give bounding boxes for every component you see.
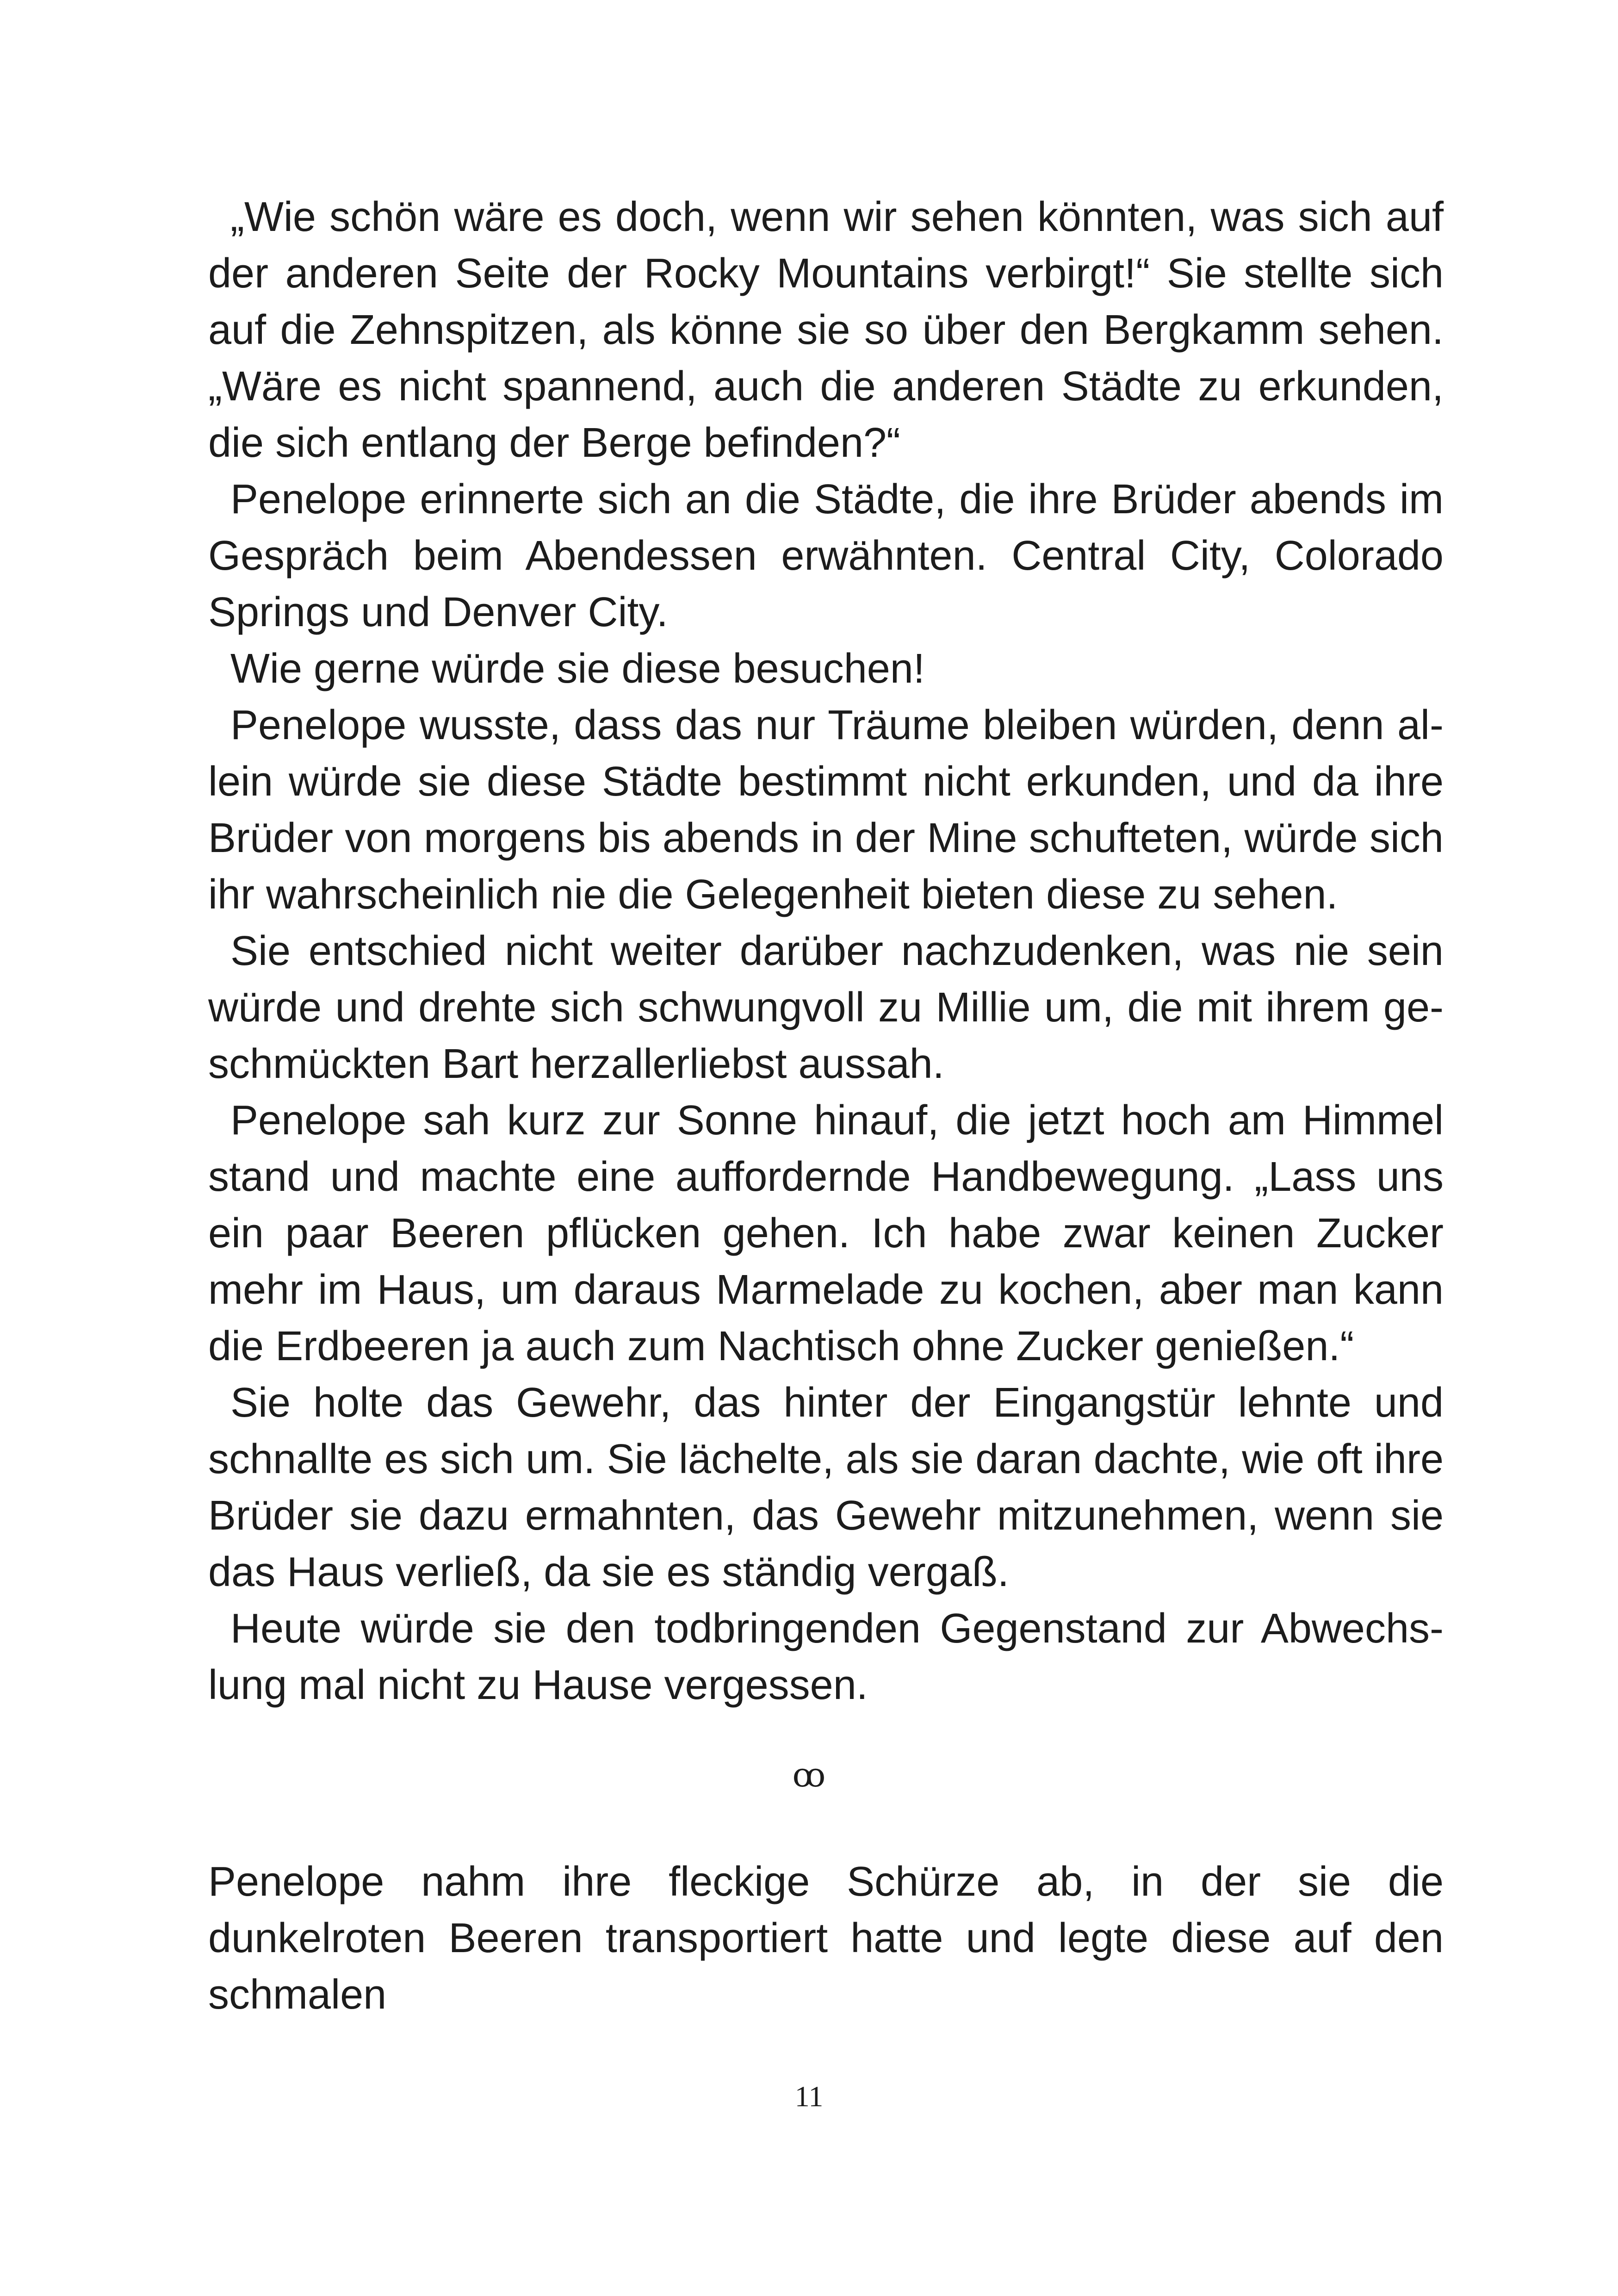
section-separator-ornament: ꝏ: [792, 1755, 826, 1794]
paragraph: Penelope sah kurz zur Sonne hinauf, die jetzt hoch am Himmel stand und machte eine auffordernde Handbewegung. „Lass uns ein paar Beeren pflücken gehen. Ich habe zwar keinen Zucker mehr im Haus, um daraus Marmelade zu kochen, aber man kann die Erdbeeren ja auch zum Nachtisch ohne Zucker genießen.“: [208, 1097, 1444, 1369]
paragraph: Wie gerne würde sie diese besuchen!: [230, 646, 925, 692]
paragraph: Sie entschied nicht weiter darüber nachzudenken, was nie sein würde und drehte sich schwungvoll zu Millie um, die mit ihrem geschmückten Bart herzallerliebst aussah.: [208, 928, 1444, 1087]
paragraph: Penelope wusste, dass das nur Träume bleiben würden, denn allein würde sie diese Städte bestimmt nicht erkunden, und da ihre Brüder von morgens bis abends in der Mine schufteten, würde sich ihr wahrscheinlich nie die Gelegenheit bieten diese zu sehen.: [208, 702, 1444, 918]
page-number: 11: [794, 2080, 824, 2113]
paragraph: Penelope erinnerte sich an die Städte, die ihre Brüder abends im Gespräch beim Abendessen erwähnten. Central City, Colorado Springs und Denver City.: [208, 476, 1444, 635]
paragraph: „Wie schön wäre es doch, wenn wir sehen könnten, was sich auf der anderen Seite der Rocky Mountains verbirgt!“ Sie stellte sich auf die Zehnspitzen, als könne sie so über den Bergkamm sehen. „Wäre es nicht spannend, auch die anderen Städte zu erkunden, die sich entlang der Berge befinden?“: [208, 194, 1444, 466]
paragraph: Sie holte das Gewehr, das hinter der Eingangstür lehnte und schnallte es sich um. Sie lächelte, als sie daran dachte, wie oft ihre Brüder sie dazu ermahnten, das Gewehr mitzunehmen, wenn sie das Haus verließ, da sie es ständig vergaß.: [208, 1380, 1444, 1595]
main-text: [208, 189, 1444, 1713]
paragraph: Heute würde sie den todbringenden Gegenstand zur Abwechslung mal nicht zu Hause vergessen.: [208, 1605, 1444, 1708]
section-text: [208, 1854, 1444, 2023]
paragraph: Penelope nahm ihre fleckige Schürze ab, in der sie die dunkelroten Beeren transportiert hatte und legte diese auf den schmalen: [208, 1859, 1444, 2018]
